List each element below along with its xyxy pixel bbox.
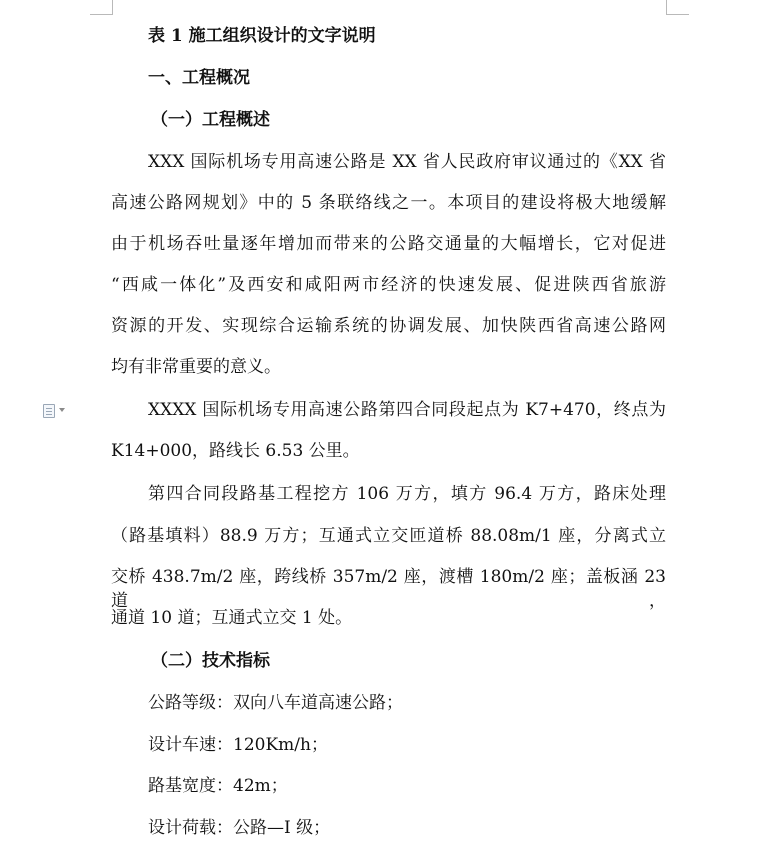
spec-line: 设计车速：120Km/h； [148, 735, 328, 755]
paragraph-line: 均有非常重要的意义。 [111, 357, 281, 377]
page-corner-mark-right [666, 0, 689, 15]
spec-line: 公路等级：双向八车道高速公路； [148, 693, 403, 713]
page-corner-mark-left [90, 0, 113, 15]
paragraph-line: XXXX 国际机场专用高速公路第四合同段起点为 K7+470，终点为 [148, 400, 666, 420]
document-icon [43, 404, 55, 418]
paragraph-line: XXX 国际机场专用高速公路是 XX 省人民政府审议通过的《XX 省 [148, 152, 666, 172]
paragraph-line: 交桥 438.7m/2 座，跨线桥 357m/2 座，渡槽 180m/2 座；盖板涵 23 道， [111, 567, 666, 611]
subsection-heading: （二）技术指标 [151, 651, 270, 671]
table-title: 表 1 施工组织设计的文字说明 [148, 26, 376, 46]
spec-line: 设计荷载：公路—I 级； [148, 818, 331, 838]
paragraph-line: 通道 10 道；互通式立交 1 处。 [111, 608, 353, 628]
spec-line: 路基宽度：42m； [148, 776, 288, 796]
paragraph-line: 第四合同段路基工程挖方 106 万方，填方 96.4 万方，路床处理 [148, 484, 666, 504]
paragraph-line: 由于机场吞吐量逐年增加而带来的公路交通量的大幅增长，它对促进 [111, 234, 666, 254]
chevron-down-icon [59, 408, 65, 412]
paragraph-line: （路基填料）88.9 万方；互通式立交匝道桥 88.08m/1 座，分离式立 [111, 526, 666, 546]
section-heading: 一、工程概况 [148, 68, 250, 88]
paragraph-options-button[interactable] [43, 404, 71, 418]
paragraph-line: “西咸一体化”及西安和咸阳两市经济的快速发展、促进陕西省旅游 [111, 275, 666, 295]
paragraph-line: 高速公路网规划》中的 5 条联络线之一。本项目的建设将极大地缓解 [111, 193, 666, 213]
paragraph-line: 资源的开发、实现综合运输系统的协调发展、加快陕西省高速公路网 [111, 316, 666, 336]
paragraph-line: K14+000，路线长 6.53 公里。 [111, 441, 360, 461]
subsection-heading: （一）工程概述 [151, 110, 270, 130]
